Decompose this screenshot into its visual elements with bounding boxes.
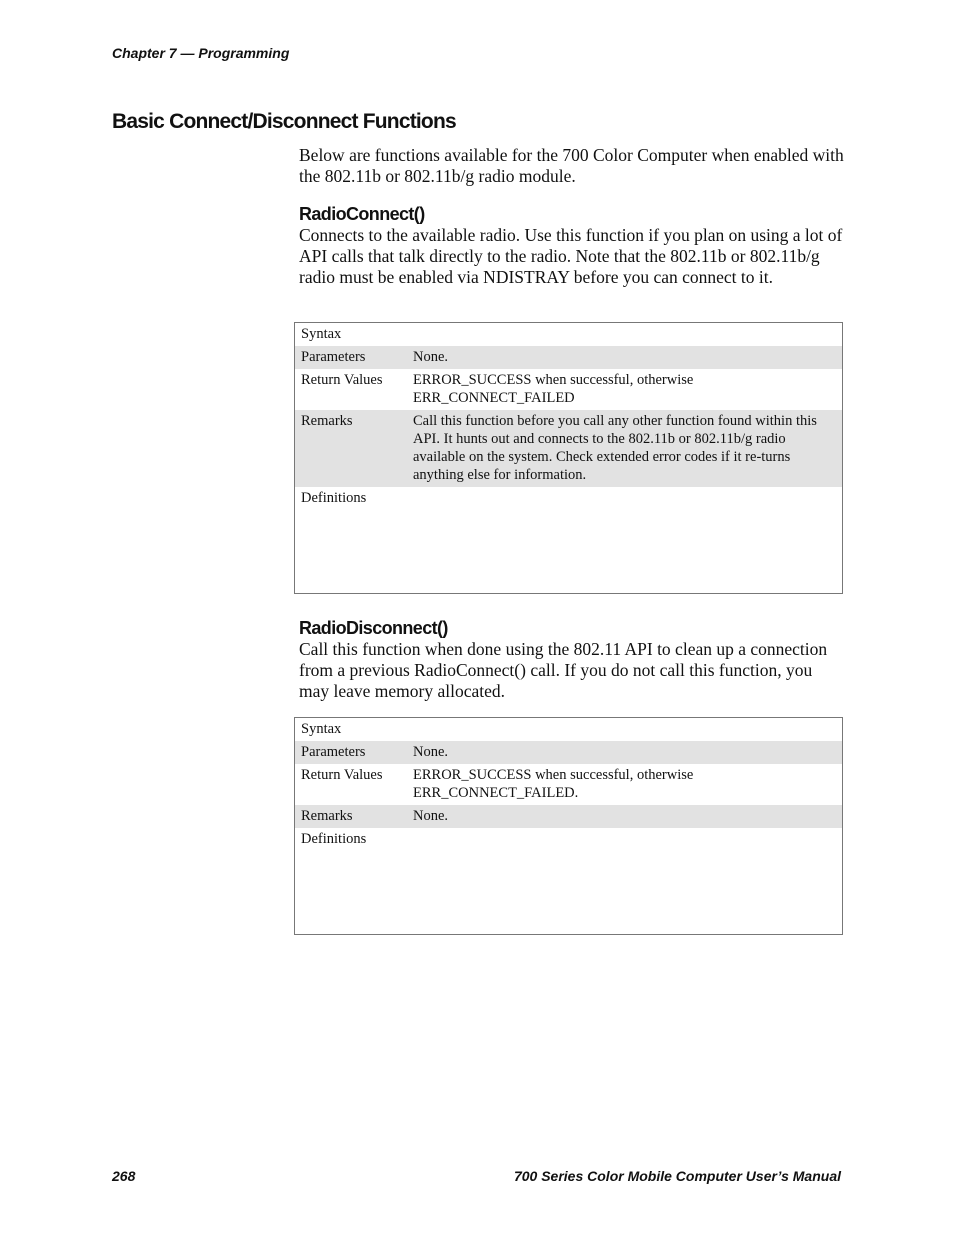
table-row-remarks xyxy=(295,410,842,487)
table-row-parameters xyxy=(295,346,842,369)
row-value xyxy=(413,720,842,738)
row-label: Remarks xyxy=(301,413,353,429)
row-value: ERROR_SUCCESS when successful, otherwise ERR_CONNECT_FAILED xyxy=(413,372,694,406)
intro-paragraph: Below are functions available for the 700 Color Computer when enabled with the 802.11b or 802.11b/g radio module. xyxy=(299,145,844,186)
radiodisconnect-section xyxy=(299,618,844,702)
row-value: ERROR_SUCCESS when successful, otherwise ERR_CONNECT_FAILED. xyxy=(413,767,694,801)
table-row-return-values xyxy=(295,764,842,805)
running-header: Chapter 7 — Programming xyxy=(112,45,290,61)
page-number: 268 xyxy=(112,1168,136,1184)
intro-block xyxy=(299,145,844,187)
row-label: Return Values xyxy=(301,767,383,783)
radiodisconnect-table xyxy=(294,717,843,935)
row-value: Call this function before you call any other function found within this API. It hunts out and connects to the 802.11b or 802.11b/g radio available on the system. Check extended error codes if it re-turns anything else for information. xyxy=(413,413,817,483)
row-label: Syntax xyxy=(301,721,342,737)
section-title: Basic Connect/Disconnect Functions xyxy=(112,110,456,133)
table-row-definitions xyxy=(295,487,842,510)
row-label: Syntax xyxy=(301,326,342,342)
table-row-parameters xyxy=(295,741,842,764)
row-label: Definitions xyxy=(301,490,367,506)
radioconnect-table xyxy=(294,322,843,594)
row-value xyxy=(413,830,842,848)
table-row-definitions xyxy=(295,828,842,851)
function-description: Connects to the available radio. Use this function if you plan on using a lot of API calls that talk directly to the radio. Note that the 802.11b or 802.11b/g radio must be enabled via NDISTRAY before you can connect to it. xyxy=(299,225,843,287)
function-heading: RadioDisconnect() xyxy=(299,618,448,638)
radioconnect-section xyxy=(299,204,844,288)
row-value xyxy=(413,489,842,507)
row-value: None. xyxy=(413,349,449,365)
row-label: Return Values xyxy=(301,372,383,388)
table-row-syntax xyxy=(295,323,842,346)
table-row-remarks xyxy=(295,805,842,828)
table-row-syntax xyxy=(295,718,842,741)
row-label: Parameters xyxy=(301,744,366,760)
row-value: None. xyxy=(413,744,449,760)
row-label: Definitions xyxy=(301,831,367,847)
table-row-return-values xyxy=(295,369,842,410)
row-value: None. xyxy=(413,808,449,824)
row-label: Remarks xyxy=(301,808,353,824)
function-heading: RadioConnect() xyxy=(299,204,425,224)
row-label: Parameters xyxy=(301,349,366,365)
row-value xyxy=(413,325,842,343)
function-description: Call this function when done using the 802.11 API to clean up a connection from a previous RadioConnect() call. If you do not call this function, you may leave memory allocated. xyxy=(299,639,828,701)
manual-title: 700 Series Color Mobile Computer User’s Manual xyxy=(513,1168,841,1184)
